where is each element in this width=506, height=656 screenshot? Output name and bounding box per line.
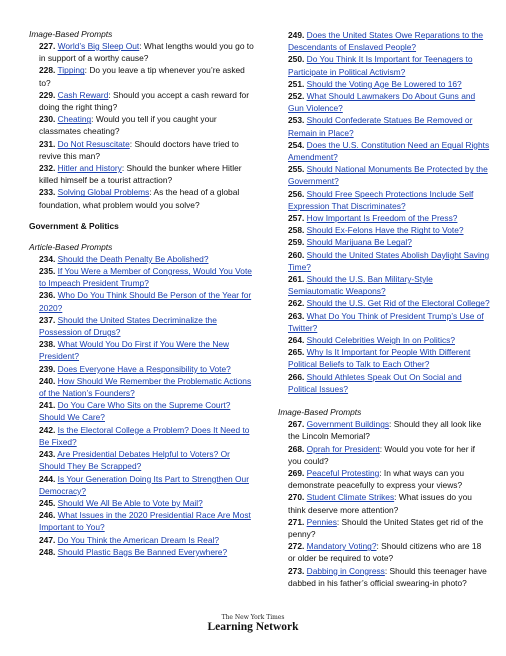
prompt-number: 250.: [288, 54, 305, 65]
prompt-link[interactable]: Oprah for President: [306, 443, 380, 454]
prompt-link[interactable]: Should the U.S. Get Rid of the Electoral College?: [306, 298, 490, 309]
prompt-item: [288, 467, 490, 491]
prompt-number: 268.: [288, 443, 305, 454]
prompt-item: [39, 497, 257, 509]
prompt-number: 265.: [288, 347, 305, 358]
prompt-item: [39, 64, 257, 88]
prompt-item: [288, 418, 490, 442]
prompt-number: 269.: [288, 467, 305, 478]
prompt-number: 241.: [39, 400, 56, 411]
prompt-description: : Should the United States get rid of the penny?: [288, 516, 484, 539]
prompt-number: 248.: [39, 546, 56, 557]
prompt-link[interactable]: What Issues in the 2020 Presidential Race Are Most Important to You?: [39, 510, 251, 533]
prompt-link[interactable]: Student Climate Strikes: [306, 492, 395, 503]
prompt-item: [288, 139, 490, 163]
prompt-item: [288, 212, 490, 224]
prompt-number: 252.: [288, 91, 305, 102]
prompt-number: 261.: [288, 274, 305, 285]
prompt-item: [39, 265, 257, 289]
prompt-number: 228.: [39, 65, 56, 76]
prompt-description: : Should they all look like the Lincoln Memorial?: [288, 419, 482, 442]
prompt-item: [288, 224, 490, 236]
prompt-item: [39, 253, 257, 265]
prompt-description: : Should doctors have tried to revive this man?: [39, 138, 239, 161]
learning-network-wordmark: Learning Network: [207, 621, 299, 633]
prompt-item: [39, 546, 257, 558]
prompt-link[interactable]: What Do You Think of President Trump’s Use of Twitter?: [288, 310, 484, 333]
prompt-link[interactable]: If You Were a Member of Congress, Would You Vote to Impeach President Trump?: [39, 266, 252, 289]
prompt-link[interactable]: Should Confederate Statues Be Removed or Remain in Place?: [288, 115, 473, 138]
prompt-link[interactable]: Hitler and History: [57, 163, 122, 174]
prompt-number: 239.: [39, 363, 56, 374]
prompt-item: [39, 399, 257, 423]
prompt-item: [288, 334, 490, 346]
prompt-item: [39, 363, 257, 375]
prompt-number: 255.: [288, 164, 305, 175]
prompt-item: [39, 448, 257, 472]
prompt-link[interactable]: Does the United States Owe Reparations to the Descendants of Enslaved People?: [288, 30, 484, 53]
prompt-item: [288, 443, 490, 467]
prompt-item: [39, 40, 257, 64]
prompt-link[interactable]: How Important Is Freedom of the Press?: [306, 213, 458, 224]
prompt-number: 262.: [288, 298, 305, 309]
prompt-description: : In what ways can you demonstrate peacefully to express your views?: [288, 467, 465, 491]
prompt-link[interactable]: Who Do You Think Should Be Person of the Year for 2020?: [39, 290, 252, 313]
prompt-number: 245.: [39, 497, 56, 508]
prompt-number: 264.: [288, 335, 305, 346]
prompt-link[interactable]: Should Free Speech Protections Include Self Expression That Discriminates?: [288, 188, 474, 211]
prompt-number: 263.: [288, 310, 305, 321]
prompt-link[interactable]: Do You Think It Is Important for Teenagers to Participate in Political Activism?: [288, 54, 473, 77]
prompt-number: 273.: [288, 565, 305, 576]
prompt-number: 259.: [288, 237, 305, 248]
prompt-item: [288, 565, 490, 589]
prompt-item: [39, 424, 257, 448]
prompt-number: 260.: [288, 249, 305, 260]
prompt-link[interactable]: Cheating: [57, 114, 92, 125]
prompt-description: : Should citizens who are 18 or older be required to vote?: [288, 541, 482, 564]
prompt-item: [288, 273, 490, 297]
prompt-item: [39, 162, 257, 186]
prompt-item: [288, 188, 490, 212]
prompt-link[interactable]: Should We All Be Able to Vote by Mail?: [57, 497, 203, 508]
prompt-number: 271.: [288, 516, 305, 527]
prompt-item: [288, 236, 490, 248]
prompt-number: 244.: [39, 473, 56, 484]
prompt-number: 257.: [288, 213, 305, 224]
prompt-number: 230.: [39, 114, 56, 125]
prompt-number: 231.: [39, 138, 56, 149]
prompt-item: [39, 89, 257, 113]
prompt-link[interactable]: Why Is It Important for People With Different Political Beliefs to Talk to Each Other?: [288, 347, 471, 370]
prompt-number: 251.: [288, 78, 305, 89]
prompt-item: [288, 90, 490, 114]
prompt-number: 246.: [39, 510, 56, 521]
prompt-number: 258.: [288, 225, 305, 236]
prompt-link[interactable]: Is the Electoral College a Problem? Does It Need to Be Fixed?: [39, 424, 250, 447]
right-article-prompts-list: [278, 29, 490, 395]
prompt-link[interactable]: Are Presidential Debates Helpful to Voters? Or Should They Be Scrapped?: [39, 449, 230, 472]
prompt-number: 242.: [39, 424, 56, 435]
prompt-item: [288, 29, 490, 53]
prompt-item: [288, 297, 490, 309]
prompt-link[interactable]: Should Ex-Felons Have the Right to Vote?: [306, 225, 464, 236]
prompt-item: [39, 113, 257, 137]
prompt-number: 237.: [39, 314, 56, 325]
prompt-link[interactable]: Does the U.S. Constitution Need an Equal Rights Amendment?: [288, 139, 490, 163]
prompt-link[interactable]: Should Marijuana Be Legal?: [306, 237, 412, 248]
prompt-link[interactable]: Solving Global Problems: [57, 187, 150, 198]
prompt-description: : Would you tell if you caught your classmates cheating?: [39, 114, 217, 137]
prompt-description: : What lengths would you go to in support of a worthy cause?: [39, 41, 254, 64]
prompt-number: 238.: [39, 339, 56, 350]
prompt-item: [288, 516, 490, 540]
footer-logo: [0, 614, 506, 634]
prompt-number: 227.: [39, 41, 56, 51]
prompt-number: 236.: [39, 290, 56, 301]
prompt-link[interactable]: Dabbing in Congress: [306, 565, 385, 576]
prompt-item: [39, 314, 257, 338]
prompt-item: [39, 375, 257, 399]
prompt-number: 235.: [39, 266, 56, 277]
prompt-item: [288, 540, 490, 564]
prompt-item: [39, 289, 257, 313]
prompt-link[interactable]: Should Plastic Bags Be Banned Everywhere?: [57, 546, 228, 557]
prompt-description: : What issues do you think deserve more attention?: [288, 492, 472, 515]
image-prompts-heading-right: Image-Based Prompts: [278, 407, 362, 418]
prompt-description: : Would you vote for her if you could?: [288, 443, 476, 466]
prompt-number: 266.: [288, 371, 305, 382]
prompt-description: : Should this teenager have dabbed in his father’s official swearing-in photo?: [288, 565, 487, 588]
prompt-number: 270.: [288, 492, 305, 503]
prompt-link[interactable]: World’s Big Sleep Out: [57, 41, 140, 51]
prompt-item: [288, 249, 490, 273]
prompt-item: [39, 509, 257, 533]
prompt-item: [39, 473, 257, 497]
left-article-prompts-list: [29, 253, 257, 558]
prompt-item: [288, 491, 490, 515]
prompt-link[interactable]: Government Buildings: [306, 419, 390, 430]
prompt-link[interactable]: Should National Monuments Be Protected by the Government?: [288, 164, 488, 187]
prompt-item: [288, 346, 490, 370]
prompt-link[interactable]: Cash Reward: [57, 89, 109, 100]
prompt-link[interactable]: Should the Death Penalty Be Abolished?: [57, 253, 209, 264]
prompt-description: : Should the bunker where Hitler killed himself be a tourist attraction?: [39, 163, 242, 186]
prompt-number: 240.: [39, 375, 56, 386]
prompt-link[interactable]: Should the Voting Age Be Lowered to 16?: [306, 78, 462, 89]
left-image-prompts-list: [29, 40, 257, 211]
nyt-wordmark: The New York Times: [221, 614, 285, 621]
prompt-number: 256.: [288, 188, 305, 199]
prompt-item: [288, 53, 490, 77]
prompt-link[interactable]: Should Athletes Speak Out On Social and Political Issues?: [288, 371, 462, 394]
prompt-item: [288, 310, 490, 334]
prompt-number: 267.: [288, 419, 305, 430]
prompt-number: 232.: [39, 163, 56, 174]
prompt-item: [288, 114, 490, 138]
prompt-item: [39, 534, 257, 546]
prompt-number: 249.: [288, 30, 305, 40]
prompt-link[interactable]: Do You Care Who Sits on the Supreme Court? Should We Care?: [39, 400, 231, 423]
prompt-link[interactable]: Should the United States Decriminalize the Possession of Drugs?: [39, 314, 217, 338]
prompt-item: [288, 371, 490, 395]
prompt-description: : Should you accept a cash reward for doing the right thing?: [39, 89, 249, 113]
article-prompts-heading: Article-Based Prompts: [29, 241, 113, 252]
prompt-item: [288, 163, 490, 187]
prompt-number: 253.: [288, 115, 305, 126]
prompt-item: [39, 138, 257, 162]
right-image-prompts-list: [278, 418, 490, 589]
prompt-link[interactable]: What Should Lawmakers Do About Guns and Gun Violence?: [288, 91, 476, 114]
prompt-link[interactable]: What Would You Do First if You Were the New President?: [39, 339, 230, 362]
prompt-number: 247.: [39, 534, 56, 545]
prompt-number: 254.: [288, 139, 305, 150]
section-title: Government & Politics: [29, 220, 119, 231]
prompt-link[interactable]: How Should We Remember the Problematic Actions of the Nation’s Founders?: [39, 375, 252, 399]
prompt-number: 229.: [39, 89, 56, 100]
prompt-link[interactable]: Do Not Resuscitate: [57, 138, 130, 149]
prompt-item: [39, 186, 257, 210]
prompt-link[interactable]: Is Your Generation Doing Its Part to Strengthen Our Democracy?: [39, 473, 249, 496]
prompt-number: 234.: [39, 253, 56, 264]
prompt-link[interactable]: Tipping: [57, 65, 85, 76]
prompt-link[interactable]: Should Celebrities Weigh In on Politics?: [306, 335, 455, 346]
prompt-link[interactable]: Pennies: [306, 516, 337, 527]
prompt-item: [288, 78, 490, 90]
prompt-number: 233.: [39, 187, 56, 198]
prompt-link[interactable]: Does Everyone Have a Responsibility to Vote?: [57, 363, 231, 374]
right-column: [278, 29, 490, 589]
prompt-link[interactable]: Do You Think the American Dream Is Real?: [57, 534, 220, 545]
prompt-item: [39, 338, 257, 362]
prompt-link[interactable]: Peaceful Protesting: [306, 467, 380, 478]
prompt-link[interactable]: Should the United States Abolish Daylight Saving Time?: [288, 249, 490, 272]
image-prompts-heading: Image-Based Prompts: [29, 29, 113, 39]
prompt-description: : Do you leave a tip whenever you’re asked to?: [39, 65, 245, 88]
prompt-link[interactable]: Mandatory Voting?: [306, 541, 377, 552]
prompt-number: 243.: [39, 449, 56, 460]
prompt-description: : As the head of a global foundation, what problem would you solve?: [39, 187, 240, 210]
prompt-link[interactable]: Should the U.S. Ban Military-Style Semiautomatic Weapons?: [288, 274, 433, 297]
left-column: [29, 29, 257, 558]
prompt-number: 272.: [288, 541, 305, 552]
